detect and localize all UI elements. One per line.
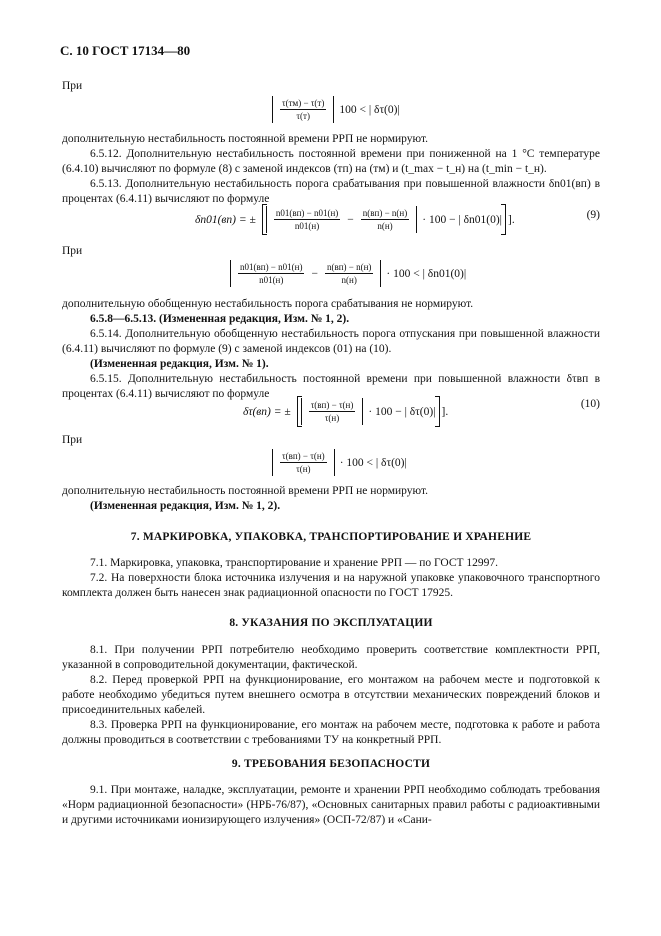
formula-10-condition — [272, 449, 407, 476]
fraction-2 — [325, 262, 373, 285]
minus-sign: − — [347, 213, 354, 226]
paragraph-p1: дополнительную нестабильность постоянной времени РРП не нормируют. — [62, 133, 429, 145]
equation-number-9: (9) — [586, 209, 600, 221]
formula-9-condition — [230, 260, 466, 287]
formula-lhs: δτ(вп) = ± — [243, 405, 291, 418]
fraction-1 — [274, 208, 340, 231]
paragraph-p9: дополнительную нестабильность постоянной времени РРП не нормируют. — [62, 485, 429, 497]
denominator: n(н) — [377, 221, 393, 231]
label-pri-1: При — [62, 80, 83, 92]
numerator: n(вп) − n(н) — [362, 208, 408, 218]
denominator: τ(т) — [296, 111, 310, 121]
numerator: τ(вп) − τ(н) — [282, 451, 325, 461]
paragraph-9-1: 9.1. При монтаже, наладке, эксплуатации, ремонте и хранении РРП необходимо соблюдать требования «Норм радиационной безопасности» (НРБ-76/87), «Основных санитарных правил работы с радиоактивными и другими источниками ионизирующего излучения» (ОСП-72/87) и «Сани- — [62, 784, 600, 826]
label-pri-2: При — [62, 245, 83, 257]
formula-8-condition — [272, 96, 400, 123]
paragraph-amendment-3: (Измененная редакция, Изм. № 1, 2). — [90, 500, 281, 512]
formula-10 — [243, 396, 448, 427]
fraction — [280, 451, 327, 474]
formula-tail: · 100 < | δτ(0)| — [339, 456, 407, 469]
paragraph-6-5-12: 6.5.12. Дополнительную нестабильность постоянной времени при пониженной на 1 °С температуре (6.4.10) вычисляют по формуле (8) с заменой индексов (тп) на (тм) и (t_max − t_н) на (t_min − t_н). — [62, 148, 600, 175]
equation-number-10: (10) — [580, 398, 600, 410]
formula-lhs: δn01(вп) = ± — [195, 213, 256, 226]
numerator: τ(тм) − τ(т) — [282, 98, 325, 108]
paragraph-p4: дополнительную обобщенную нестабильность порога срабатывания не нормируют. — [62, 298, 474, 310]
fraction-2 — [361, 208, 409, 231]
square-bracket — [262, 204, 506, 235]
fraction-1 — [238, 262, 304, 285]
abs-bracket — [272, 449, 335, 476]
section-heading-9: 9. ТРЕБОВАНИЯ БЕЗОПАСНОСТИ — [231, 758, 431, 770]
paragraph-8-1: 8.1. При получении РРП потребителю необходимо проверить соответствие комплектности РРП, указанной в сопроводительной документации, фактической. — [62, 644, 600, 671]
minus-sign: − — [311, 267, 318, 280]
paragraph-8-3: 8.3. Проверка РРП на функционирование, его монтаж на рабочем месте, подготовка к работе и работа должны проводиться в соответствии с требованиями ТУ на конкретный РРП. — [62, 719, 600, 746]
formula-9 — [195, 204, 515, 235]
numerator: n(вп) − n(н) — [326, 262, 372, 272]
formula-tail: 100 < | δτ(0)| — [339, 103, 400, 116]
paragraph-amendment-2: (Измененная редакция, Изм. № 1). — [90, 358, 269, 370]
numerator: n01(вп) − n01(н) — [275, 208, 339, 218]
paragraph-6-5-13: 6.5.13. Дополнительную нестабильность порога срабатывания при повышенной влажности δn01(вп) в процентах (6.4.11) вычисляют по формуле — [62, 178, 600, 205]
formula-end: ]. — [507, 213, 515, 226]
formula-tail: · 100 − | δτ(0)| — [368, 405, 436, 418]
denominator: n01(н) — [294, 221, 320, 231]
denominator: τ(н) — [324, 413, 340, 423]
numerator: τ(вп) − τ(н) — [310, 400, 354, 410]
denominator: τ(н) — [296, 464, 311, 474]
formula-tail: · 100 < | δn01(0)| — [386, 267, 467, 280]
denominator: n(н) — [341, 275, 357, 285]
page-header: С. 10 ГОСТ 17134—80 — [60, 43, 191, 58]
paragraph-7-2: 7.2. На поверхности блока источника излучения и на наружной упаковке упаковочного транспортного комплекта должен быть нанесен знак радиационной опасности по ГОСТ 17925. — [62, 572, 600, 599]
section-heading-7: 7. МАРКИРОВКА, УПАКОВКА, ТРАНСПОРТИРОВАНИЕ И ХРАНЕНИЕ — [130, 531, 532, 543]
abs-bracket — [230, 260, 381, 287]
paragraph-amendment-1: 6.5.8—6.5.13. (Измененная редакция, Изм. № 1, 2). — [90, 313, 350, 325]
denominator: n01(н) — [259, 275, 284, 285]
square-bracket — [297, 396, 440, 427]
abs-bracket — [272, 96, 334, 123]
abs-bracket — [266, 206, 417, 233]
numerator: n01(вп) − n01(н) — [240, 262, 303, 272]
paragraph-6-5-14: 6.5.14. Дополнительную обобщенную нестабильность порога отпускания при повышенной влажности (6.4.11) вычисляют по формуле (9) с заменой индексов (01) на (10). — [62, 328, 600, 355]
section-heading-8: 8. УКАЗАНИЯ ПО ЭКСПЛУАТАЦИИ — [229, 617, 433, 629]
formula-tail: · 100 − | δn01(0)| — [422, 213, 502, 226]
label-pri-3: При — [62, 434, 83, 446]
fraction — [280, 98, 326, 121]
paragraph-8-2: 8.2. Перед проверкой РРП на функционирование, его монтажом на рабочем месте и подготовкой к работе необходимо убедиться путем внешнего осмотра в отсутствии механических повреждений блоков и присоединительных кабелей. — [62, 674, 600, 716]
formula-end: ]. — [441, 405, 449, 418]
paragraph-7-1: 7.1. Маркировка, упаковка, транспортирование и хранение РРП — по ГОСТ 12997. — [90, 557, 499, 569]
fraction — [309, 400, 356, 423]
paragraph-6-5-15: 6.5.15. Дополнительную нестабильность постоянной времени при повышенной влажности δτвп в процентах (6.4.11) вычисляют по формуле — [62, 373, 600, 400]
abs-bracket — [301, 398, 364, 425]
